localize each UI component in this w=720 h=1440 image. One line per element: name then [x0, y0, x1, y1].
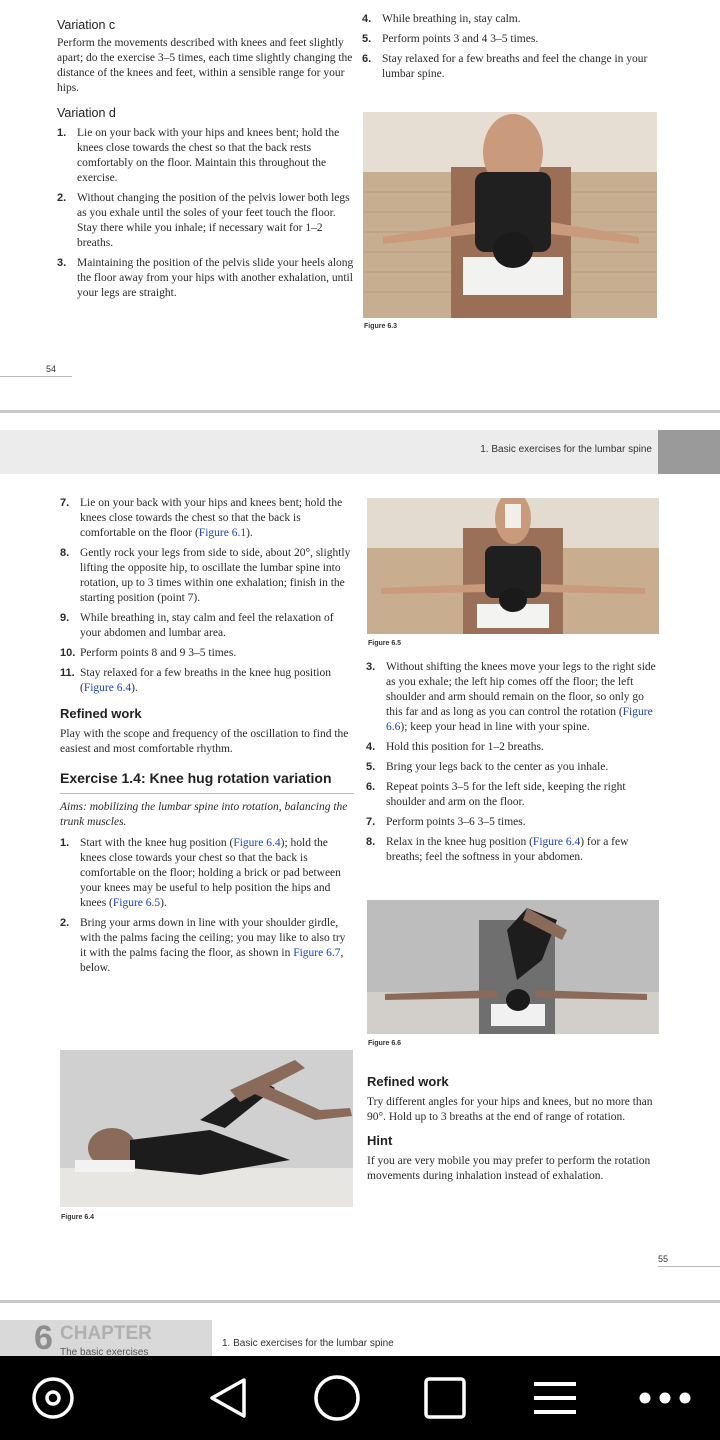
- figure-link[interactable]: Figure 6.1: [198, 527, 247, 539]
- figure-6-4-caption: Figure 6.4: [61, 1214, 95, 1221]
- exercise-heading-rule: [60, 793, 354, 794]
- step-text: Without shifting the knees move your legs to the right side as you exhale; the left hip comes off the floor; the left shoulder and arm should remain on the floor, so only go this far and as long as you can control the rotation (: [386, 661, 656, 718]
- refined-work-text-right: Try different angles for your hips and knees, but no more than 90°. Hold up to 3 breaths at the end of range of rotation.: [367, 1096, 653, 1123]
- figure-6-6-image: [367, 900, 659, 1034]
- list-item: [57, 256, 355, 301]
- steps-4-6: [362, 12, 662, 82]
- list-item: [57, 191, 355, 251]
- step-number: 4.: [362, 13, 372, 25]
- hint-text: If you are very mobile you may prefer to perform the rotation movements during inhalation instead of exhalation.: [367, 1155, 651, 1182]
- page-54: [0, 0, 720, 410]
- step-number: 1.: [60, 837, 70, 849]
- step-text: Start with the knee hug position (: [80, 837, 234, 849]
- page-separator: [0, 410, 720, 413]
- step-number: 6.: [362, 53, 372, 65]
- figure-6-5-image: [367, 498, 659, 634]
- variation-d-heading: Variation d: [57, 106, 116, 120]
- list-item: [60, 546, 354, 606]
- next-page-chapter-bar: [0, 1320, 720, 1356]
- refined-work-heading: Refined work: [60, 706, 142, 721]
- assistant-button[interactable]: [8, 1356, 98, 1440]
- step-text: Perform points 8 and 9 3–5 times.: [80, 647, 237, 659]
- running-header: [0, 430, 720, 474]
- step-text: , below.: [80, 947, 344, 974]
- step-text: While breathing in, stay calm.: [382, 13, 521, 25]
- hint-heading: Hint: [367, 1133, 393, 1148]
- running-header-title: 1. Basic exercises for the lumbar spine: [480, 444, 652, 455]
- step-text: Stay relaxed for a few breaths and feel the change in your lumbar spine.: [382, 53, 648, 80]
- list-item: [366, 835, 660, 865]
- figure-6-3-caption: Figure 6.3: [364, 323, 398, 330]
- chapter-subtitle: The basic exercises: [60, 1347, 149, 1356]
- step-text: Repeat points 3–5 for the left side, keeping the right shoulder and arm on the floor.: [386, 781, 626, 808]
- step-text: Without changing the position of the pelvis lower both legs as you exhale until the soles of your feet touch the floor. Stay there while you inhale; if necessary wait for 1–2 breaths.: [77, 192, 350, 249]
- step-number: 11.: [60, 667, 75, 679]
- list-item: [362, 52, 662, 82]
- list-item: [60, 836, 354, 911]
- refined-work-text: Play with the scope and frequency of the oscillation to find the easiest and most comfortable rhythm.: [60, 728, 349, 755]
- step-text: Lie on your back with your hips and knees bent; hold the knees close towards the chest so that the back rests comfortably on the floor. Maintain this throughout the exercise.: [77, 127, 340, 184]
- step-text: ) for a few breaths; feel the softness in your abdomen.: [386, 836, 629, 863]
- step-text: Lie on your back with your hips and knees bent; hold the knees close towards the chest so that the back is comfortable on the floor (: [80, 497, 343, 539]
- list-item: [57, 126, 355, 186]
- step-number: 7.: [60, 497, 70, 509]
- step-text: Gently rock your legs from side to side, about 20°, slightly lifting the opposite hip, to oscillate the lumbar spine into rotation, up to 3 times within one exhalation; finish in the starting position (point 7).: [80, 547, 351, 604]
- step-text: ).: [160, 897, 167, 909]
- menu-icon: [532, 1378, 578, 1418]
- figure-link[interactable]: Figure 6.6: [386, 706, 653, 733]
- step-number: 6.: [366, 781, 376, 793]
- step-text: ); keep your head in line with your spine.: [400, 721, 590, 733]
- variation-c-heading: Variation c: [57, 18, 116, 32]
- step-number: 10.: [60, 647, 76, 659]
- list-item: [60, 916, 354, 976]
- step-text: Perform points 3 and 4 3–5 times.: [382, 33, 539, 45]
- figure-6-4-image: [60, 1050, 353, 1207]
- step-text: While breathing in, stay calm and feel the relaxation of your abdomen and lumbar area.: [80, 612, 334, 639]
- step-text: Bring your legs back to the center as you inhale.: [386, 761, 609, 773]
- figure-6-5-caption: Figure 6.5: [368, 640, 402, 647]
- variation-d-steps: [57, 126, 355, 301]
- step-number: 5.: [366, 761, 376, 773]
- more-icon: [638, 1391, 692, 1405]
- list-item: [366, 760, 660, 775]
- step-number: 5.: [362, 33, 372, 45]
- right-column: [362, 12, 662, 87]
- list-item: [60, 611, 354, 641]
- list-item: [362, 12, 662, 27]
- step-number: 3.: [366, 661, 376, 673]
- home-button[interactable]: [292, 1356, 382, 1440]
- step-number: 3.: [57, 257, 67, 269]
- step-text: Maintaining the position of the pelvis slide your heels along the floor away from your hips with another exhalation, until your legs are straight.: [77, 257, 354, 299]
- figure-link[interactable]: Figure 6.4: [233, 837, 281, 849]
- step-text: Perform points 3–6 3–5 times.: [386, 816, 526, 828]
- step-text: ); hold the knees close towards your chest so that the back is comfortable on the floor; holding a brick or pad between your knees may be useful to help position the hips and knees (: [80, 837, 341, 909]
- step-number: 2.: [60, 917, 70, 929]
- menu-button[interactable]: [510, 1356, 600, 1440]
- right-column-lower: [367, 1074, 661, 1190]
- assistant-icon: [30, 1375, 76, 1421]
- list-item: [362, 32, 662, 47]
- page-number-rule: [658, 1266, 720, 1267]
- chapter-label: CHAPTER: [60, 1323, 152, 1344]
- page-number-rule: [0, 376, 72, 377]
- home-icon: [312, 1373, 362, 1423]
- back-icon: [204, 1374, 252, 1422]
- list-item: [366, 815, 660, 830]
- page-separator: [0, 1300, 720, 1303]
- refined-work-heading-right: Refined work: [367, 1074, 449, 1089]
- variation-c-text: Perform the movements described with knees and feet slightly apart; do the exercise 3–5 times, each time slightly changing the distance of the knees and feet, within a sensible range for your hips.: [57, 37, 353, 94]
- figure-6-3-image: [363, 112, 657, 318]
- step-number: 1.: [57, 127, 67, 139]
- step-number: 4.: [366, 741, 376, 753]
- page-number: 54: [46, 364, 57, 374]
- chapter-running-title: 1. Basic exercises for the lumbar spine: [222, 1338, 394, 1349]
- figure-6-6-caption: Figure 6.6: [368, 1040, 402, 1047]
- step-number: 9.: [60, 612, 70, 624]
- figure-link[interactable]: Figure 6.4: [83, 682, 132, 694]
- aims-text: Aims: mobilizing the lumbar spine into rotation, balancing the trunk muscles.: [60, 801, 348, 828]
- step-text: ).: [246, 527, 253, 539]
- recents-icon: [422, 1375, 468, 1421]
- recents-button[interactable]: [400, 1356, 490, 1440]
- figure-link[interactable]: Figure 6.7: [293, 947, 341, 959]
- steps-3-8: [366, 660, 660, 865]
- back-button[interactable]: [183, 1356, 273, 1440]
- steps-7-11: [60, 496, 354, 696]
- list-item: [60, 646, 354, 661]
- list-item: [60, 496, 354, 541]
- navigation-bar: [0, 1356, 720, 1440]
- running-header-tab: [658, 430, 720, 474]
- step-text: ).: [131, 682, 138, 694]
- left-column: [60, 496, 354, 981]
- list-item: [60, 666, 354, 696]
- step-text: Hold this position for 1–2 breaths.: [386, 741, 544, 753]
- page-number: 55: [658, 1254, 669, 1264]
- chapter-number: 6: [34, 1320, 53, 1356]
- list-item: [366, 780, 660, 810]
- step-number: 8.: [60, 547, 70, 559]
- left-column: [57, 18, 355, 306]
- exercise-heading: Exercise 1.4: Knee hug rotation variation: [60, 770, 332, 786]
- list-item: [366, 660, 660, 735]
- step-number: 7.: [366, 816, 376, 828]
- right-column: [366, 660, 660, 870]
- step-number: 8.: [366, 836, 376, 848]
- step-text: Bring your arms down in line with your shoulder girdle, with the palms facing the ceiling; you may like to also try it with the palms facing the floor, as shown in: [80, 917, 346, 959]
- more-button[interactable]: [620, 1356, 710, 1440]
- step-text: Relax in the knee hug position (: [386, 836, 533, 848]
- figure-link[interactable]: Figure 6.5: [112, 897, 161, 909]
- step-number: 2.: [57, 192, 67, 204]
- step-text: Stay relaxed for a few breaths in the knee hug position (: [80, 667, 332, 694]
- steps-1-2: [60, 836, 354, 976]
- page-55: [0, 430, 720, 1300]
- list-item: [366, 740, 660, 755]
- figure-link[interactable]: Figure 6.4: [532, 836, 581, 848]
